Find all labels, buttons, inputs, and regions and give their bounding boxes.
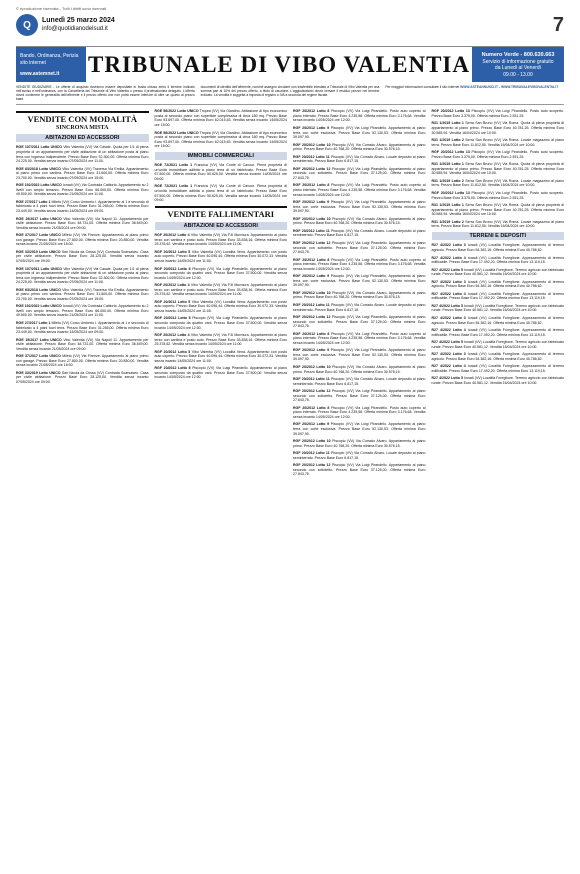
intro-col-3-text: Per maggiori informazioni consultare il sito internet — [385, 85, 460, 89]
notice-item — [293, 463, 426, 477]
notice-heading: RGF 20/2012 Lotto 13 — [431, 150, 472, 155]
notice-body: Ionadi (VV) Via Contrada Cattiorto. Appartamento su 2 livelli con ampio terrazzo. Prezzo Base Euro 66.000,00. Offerta minima Euro 49.500,00. Vendita senza incanto 21/05/2024 ore 11:00. — [16, 183, 149, 197]
notice-heading: RGE 107/2011 Lotto UNICO — [16, 266, 64, 271]
notice-item — [432, 220, 565, 229]
notice-body: Piscopio (VV) Via Corrado Alvaro. Locale deposito al piano seminterrato. Prezzo Base Euro 6.817,15. — [293, 302, 426, 312]
notice-heading: RGF 20/2012 Lotto 12 — [293, 240, 332, 245]
notice-body: Piscopio (VV) Via Luigi Pirandello. Posto auto scoperto. Prezzo Base Euro 3.375,00. Offerta minima Euro 2.531,25. — [431, 109, 564, 118]
notice-heading: RGF 20/2012 Lotto 9 — [293, 348, 331, 353]
notice-heading: RGF 20/2012 Lotto 12 — [293, 389, 332, 394]
notice-body: Piscopio (VV) Via Luigi Pirandello. Appartamento al piano secondo composto da quattro vani. Prezzo Base Euro 37.500,00. Vendita senza incanto 14/05/2024 ore 12:00. — [154, 266, 287, 280]
notice-heading: RGF 20/2012 Lotto 11 — [293, 154, 331, 159]
notice-body: Piscopio (VV) Via Luigi Pirandello. Appartamento al piano terra con corte esclusiva. Prezzo Base Euro 52.130,53. Offerta minima Euro 39.097,90. — [293, 348, 426, 362]
toll-free-number: Numero Verde - 800.630.663 — [481, 52, 555, 58]
notice-heading: RGF 20/2012 Lotto 8 — [293, 257, 332, 262]
notice-heading: R27 4/2022 Lotto 3 — [431, 352, 468, 357]
notice-item — [432, 179, 565, 188]
notice-body: Mileto (VV) Corso Umberto I. Appartamento al 1 e secondo di fabbricato a 4 piani fuori terra. Prezzo Base Euro 31.265,00. Offerta minima Euro 23.449,00. Vendita senza incanto 14/05/2024 ore 09:00. — [16, 199, 149, 214]
masthead — [16, 14, 564, 44]
notice-heading: R27 4/2022 Lotto 3 — [431, 243, 468, 248]
notice-body: Piscopio (VV) Via Luigi Pirandello. Posto auto scoperto. Prezzo Base Euro 3.375,00. Offerta minima Euro 2.531,25. — [431, 150, 564, 159]
notice-heading: R27 4/2022 Lotto 4 — [431, 291, 468, 296]
notice-heading: RGF 20/2012 Lotto 12 — [293, 315, 332, 320]
notice-item — [432, 191, 565, 200]
notice-item — [432, 304, 565, 313]
notice-body: Piscopio (VV) Via Luigi Pirandello. Appartamento al piano terra con corte esclusiva. Prezzo Base Euro 52.130,53. Offerta minima Euro 39.097,90. — [293, 274, 426, 288]
notice-heading: RGE 27/2017 Lotto 1 — [16, 199, 52, 204]
notice-list — [155, 163, 288, 202]
notice-body: Piscopio (VV) Via Luigi Pirandello. Posto auto coperto al piano interrato. Prezzo Base Euro 4.235,58. Offerta minima Euro 3.176,68. Vendita senza incanto 14/05/2024 ore 12:00. — [293, 257, 426, 271]
notice-heading: R31 1/2019 Lotto 2 — [431, 138, 466, 143]
notice-item — [155, 300, 288, 314]
notice-body: Vibo Valentia (VV) Via F.lli Murmura. Appartamento al piano terzo con cantina e posto auto. Prezzo Base Euro 33.838,16. Offerta minima Euro 25.378,62. Vendita senza incanto 14/05/2024 ore 11:00. — [154, 333, 287, 347]
notice-item — [432, 280, 565, 289]
notice-body: Serra San Bruno (VV) Via Roma. Quota di piena proprietà di appartamento al piano primo. Prezzo Base Euro 40.781,25. Offerta minima Euro 30.585,94. Vendita 16/04/2024 ore 10:00. — [431, 203, 564, 217]
notice-item — [432, 162, 565, 176]
notice-item — [432, 138, 565, 147]
notice-item — [16, 183, 149, 197]
notice-heading: RGE 37/2017 Lotto UNICO — [16, 233, 63, 238]
page-number: 7 — [552, 14, 564, 36]
notice-heading: RGF 20/2012 Lotto 6 — [154, 316, 193, 321]
notice-item — [293, 109, 426, 123]
fallimentari-band: ABITAZIONI ED ACCESSORI — [155, 222, 288, 231]
notice-heading: R27 4/2022 Lotto 3 — [431, 279, 468, 284]
notice-heading: RGF 20/2012 Lotto 8 — [293, 405, 332, 410]
notice-heading: RGE 37/2017 Lotto UNICO — [16, 354, 63, 359]
notice-item — [16, 354, 149, 368]
notice-body: Piscopio (VV) Via Luigi Pirandello. Appartamento al piano secondo con sottotetto. Prezzo Base Euro 37.125,00. Offerta minima Euro 27.843,75. — [293, 463, 426, 477]
column-3 — [293, 109, 426, 480]
notice-item — [16, 200, 149, 214]
notice-body: Vibo Valentia (VV) Via Casale. Quota per 1/1 di piena proprietà di un appartamento per civile abitazione di un abitazione posta al piano terra con ingresso indipendente. Prezzo Base Euro 32.300,00. Offerta minima Euro 24.225,00. Vendita senza incanto 07/05/2024 ore 11:00. — [16, 266, 149, 285]
notice-body: Piscopio (VV) Via Luigi Pirandello. Posto auto scoperto. Prezzo Base Euro 3.375,00. Offerta minima Euro 2.531,25. — [431, 191, 564, 200]
notice-body: Serra San Bruno (VV) Via Roma. Quota di piena proprietà di appartamento al piano primo. Prezzo Base Euro 40.781,25. Offerta minima Euro 30.585,94. Vendita 16/04/2024 ore 10:00. — [431, 121, 564, 135]
notice-item — [155, 109, 288, 127]
notice-body: Piscopio (VV) Via Luigi Pirandello. Appartamento al piano secondo composto da quattro vani. Prezzo Base Euro 37.500,00. Vendita senza incanto 14/05/2024 ore 12:00. — [154, 366, 287, 380]
notice-body: Serra San Bruno (VV) Via Roma. Quota di piena proprietà di appartamento al piano primo. Prezzo Base Euro 40.781,25. Offerta minima Euro 30.585,94. Vendita 16/04/2024 ore 10:00. — [431, 162, 564, 176]
notice-item — [293, 291, 426, 300]
notice-body: Piscopio (VV) Via Corrado Alvaro. Appartamento al piano primo. Prezzo Base Euro 40.768,20. Offerta minima Euro 30.576,15. — [293, 290, 426, 300]
notice-item — [293, 377, 426, 386]
contact-email: info@quotidianodelsud.it — [42, 26, 108, 32]
intro-col-2: documenti di identità dell'offerente, nonché assegno circolare non trasferibile intestato a Tribunale di Vibo Valentia per una somma pari al 10% del prezzo offerto, a titolo di cauzione. L'aggiudicatario dovrà versare il residuo prezzo nel termine indicato. La vendita è soggetta a imposta di registro o IVA a seconda del regime fiscale. — [200, 85, 380, 98]
notice-body: Piscopio (VV) Via Corrado Alvaro. Locale deposito al piano seminterrato. Prezzo Base Euro 6.817,15. — [293, 154, 426, 164]
notice-body: Piscopio (VV) Via Luigi Pirandello. Posto auto coperto al piano interrato. Prezzo Base Euro 4.235,58. Offerta minima Euro 3.176,68. Vendita senza incanto 14/05/2024 ore 12:00. — [293, 109, 426, 123]
notice-body: Piscopio (VV) Via Luigi Pirandello. Appartamento al piano secondo composto da quattro vani. Prezzo Base Euro 37.500,00. Vendita senza incanto 14/05/2024 ore 12:00. — [154, 316, 287, 330]
copyright-line: © riproduzione riservata - Tutti i diritti sono riservati — [16, 6, 107, 11]
notice-body: Ionadi (VV) Località Foreglione. Appezzamento di terreno edificabile. Prezzo Base Euro 17.492,20. Offerta minima Euro 13.119,15. — [431, 364, 564, 373]
notice-body: Serra San Bruno (VV) Via Roma. Locale magazzino al piano terra. Prezzo Base Euro 11.812,50. Vendita 16/04/2024 ore 10:00. — [431, 138, 564, 147]
notice-body: Serra San Bruno (VV) Via Roma. Locale magazzino al piano terra. Prezzo Base Euro 11.812,50. Vendita 16/04/2024 ore 10:00. — [431, 219, 564, 229]
notice-item — [293, 348, 426, 362]
notice-item — [293, 258, 426, 272]
notice-body: Piscopio (VV) Via Luigi Pirandello. Posto auto coperto al piano interrato. Prezzo Base Euro 4.235,58. Offerta minima Euro 3.176,68. Vendita senza incanto 14/05/2024 ore 12:00. — [293, 183, 426, 197]
logo-mark-icon: Q — [16, 14, 38, 36]
notice-heading: RGE 192/2022 Lotto UNICO — [16, 304, 63, 309]
notice-item — [16, 338, 149, 352]
notice-item — [432, 243, 565, 252]
notice-body: Mileto (VV) Via Firenze. Appartamento al piano primo con garage. Prezzo Base Euro 27.800,00. Offerta minima Euro 20.850,00. Vendita senza incanto 21/05/2024 ore 16:00. — [16, 233, 149, 247]
notice-heading: RGE 19/2017 Lotto UNICO — [16, 216, 64, 221]
intro-text — [16, 85, 564, 105]
notice-item — [432, 268, 565, 277]
notice-body: Vibo Valentia (VV) Via F.lli Murmura. Appartamento al piano terzo con cantina e posto auto. Prezzo Base Euro 33.838,16. Offerta minima Euro 25.378,62. Vendita senza incanto 14/05/2024 ore 11:00. — [154, 233, 287, 247]
notice-item — [293, 217, 426, 226]
notice-item — [293, 439, 426, 448]
notice-body: Piscopio (VV) Via Luigi Pirandello. Appartamento al piano secondo con sottotetto. Prezzo Base Euro 37.125,00. Offerta minima Euro 27.843,75. — [293, 315, 426, 329]
notice-heading: RGF 20/2012 Lotto 8 — [293, 331, 332, 336]
notice-list — [432, 109, 565, 228]
notice-item — [155, 163, 288, 181]
notice-body: Ionadi (VV) Località Foreglione. Appezzamento di terreno edificabile. Prezzo Base Euro 17.492,20. Offerta minima Euro 13.119,15. — [431, 255, 564, 265]
notice-heading: RGE 107/2011 Lotto UNICO — [16, 145, 64, 150]
notice-item — [293, 274, 426, 288]
notice-item — [432, 121, 565, 135]
notice-body: Ionadi (VV) Località Foreglione. Appezzamento di terreno agricolo. Prezzo Base Euro 54.382,16. Offerta minima Euro 40.786,62. — [431, 315, 564, 325]
notice-heading: RGF 20/2012 Lotto 9 — [293, 274, 331, 279]
notice-heading: R31 1/2019 Lotto 1 — [431, 203, 466, 208]
notice-item — [155, 366, 288, 380]
notice-body: Ionadi (VV) Località Foreglione. Terreno agricolo con fabbricato rurale. Prezzo Base Euro 40.581,12. Vendita 16/04/2024 ore 10:00. — [431, 267, 564, 277]
notice-item — [293, 200, 426, 214]
section-banner — [16, 46, 564, 82]
notice-item — [293, 241, 426, 255]
notice-item — [155, 350, 288, 364]
newspaper-logo — [16, 14, 115, 36]
issue-date: Lunedì 25 marzo 2024 — [42, 17, 115, 24]
banner-left-box — [16, 47, 86, 82]
notice-item — [432, 292, 565, 301]
notice-item — [432, 150, 565, 159]
notice-item — [432, 376, 565, 385]
notice-heading: RGE 192/2022 Lotto UNICO — [16, 183, 63, 188]
notice-heading: RGF 20/2012 Lotto 9 — [293, 422, 331, 427]
notice-body: Piscopio (VV) Via Corrado Alvaro. Locale deposito al piano seminterrato. Prezzo Base Euro 6.817,15. — [293, 377, 426, 386]
notice-heading: R27 4/2022 Lotto 5 — [431, 267, 465, 272]
notice-heading: RGF 20/2012 Lotto 13 — [431, 191, 472, 196]
notice-body: Piscopio (VV) Via Luigi Pirandello. Appartamento al piano terra con corte esclusiva. Prezzo Base Euro 52.130,53. Offerta minima Euro 39.097,90. — [293, 200, 426, 214]
terreni-band: TERRENI E DEPOSITI — [432, 232, 565, 241]
notice-body: Ionadi (VV) Località Foreglione. Terreno agricolo con fabbricato rurale. Prezzo Base Euro 40.581,12. Vendita 16/04/2024 ore 10:00. — [431, 376, 564, 385]
toll-free-line: 09.00 - 13.00 — [503, 71, 533, 78]
vendite-subtitle: SINCRONA MISTA — [56, 125, 109, 132]
notice-item — [16, 250, 149, 264]
notice-heading: RGF 20/2012 Lotto 10 — [293, 439, 333, 444]
abitazioni-band: ABITAZIONI ED ACCESSORI — [16, 134, 149, 143]
fallimentari-title: VENDITE FALLIMENTARI — [155, 206, 288, 219]
banner-left-line: sito internet — [20, 60, 46, 66]
notice-item — [155, 283, 288, 297]
notice-item — [293, 229, 426, 238]
notice-body: Ionadi (VV) Località Foreglione. Terreno agricolo con fabbricato rurale. Prezzo Base Euro 40.581,12. Vendita 16/04/2024 ore 10:00. — [431, 340, 564, 349]
notice-columns — [16, 109, 564, 480]
notice-body: San Nicola da Crissa (VV) Contrada Scarsalaro. Casa per civile abitazione. Prezzo Base Euro 28.125,00. Vendita senza incanto 07/05/2024 ore 09:00. — [16, 249, 149, 263]
notice-heading: RGF 20/2012 Lotto 5 — [154, 299, 192, 304]
notice-item — [432, 364, 565, 373]
notice-heading: R27 4/2022 Lotto 5 — [431, 340, 465, 345]
notice-item — [432, 340, 565, 349]
notice-body: Vibo Valentia (VV) Località Vena. Appartamento con posto auto coperto. Prezzo Base Euro 40.096,44. Offerta minima Euro 30.072,33. Vendita senza incanto 14/05/2024 ore 11:00. — [154, 299, 287, 313]
notice-list — [155, 233, 288, 380]
notice-heading: RGF 20/2012 Lotto 11 — [293, 302, 331, 307]
notice-item — [293, 303, 426, 312]
notice-heading: RGE 33/2019 Lotto UNICO — [16, 370, 62, 375]
notice-body: Ionadi (VV) Località Foreglione. Appezzamento di terreno agricolo. Prezzo Base Euro 54.382,16. Offerta minima Euro 40.786,62. — [431, 352, 564, 361]
notice-body: Piscopio (VV) Via Luigi Pirandello. Appartamento al piano terra con corte esclusiva. Prezzo Base Euro 52.130,53. Offerta minima Euro 39.097,90. — [293, 126, 426, 140]
notice-body: Francica (VV) Via Conte di Cavour. Piena proprietà di un'unità immobiliare adibita a piano terra di un fabbricato. Prezzo Base Euro 67.500,00. Offerta minima Euro 50.625,00. Vendita senza incanto 14/05/2024 ore 09:00. — [154, 163, 287, 181]
notice-body: Ionadi (VV) Via Contrada Cattiorto. Appartamento su 2 livelli con ampio terrazzo. Prezzo Base Euro 66.000,00. Offerta minima Euro 49.500,00. Vendita senza incanto 21/05/2024 ore 11:00. — [16, 304, 149, 318]
notice-item — [293, 332, 426, 346]
intro-link[interactable]: WWW.ASTEANNUNCI.IT - WWW.TRIBUNALEVIBOVALENTIA.IT — [460, 85, 559, 89]
notice-item — [293, 451, 426, 460]
intro-col-3 — [385, 85, 564, 101]
notice-body: Ionadi (VV) Località Foreglione. Appezzamento di terreno agricolo. Prezzo Base Euro 54.382,16. Offerta minima Euro 40.786,62. — [431, 243, 564, 252]
banner-left-url[interactable]: www.astemnet.it — [20, 71, 60, 77]
notice-item — [155, 333, 288, 347]
notice-heading: RGF 20/2012 Lotto 13 — [431, 109, 472, 114]
vendite-title: VENDITE CON MODALITÀ — [16, 111, 149, 124]
notice-item — [293, 183, 426, 197]
notice-heading: RGF 20/2012 Lotto 4 — [154, 233, 191, 238]
notice-heading: RGF 20/2012 Lotto 8 — [293, 183, 332, 188]
notice-body: Tropea (VV) Via Giardino. Abitazione di tipo economico posta al secondo piano con superficie complessiva di circa 180 mq. Prezzo Base Euro 93.697,00. Offerta minima Euro 62.015,63. Vendita senza incanto 14/05/2024 ore 15:00. — [154, 130, 287, 149]
notice-body: Ionadi (VV) Località Foreglione. Appezzamento di terreno agricolo. Prezzo Base Euro 54.382,16. Offerta minima Euro 40.786,62. — [431, 279, 564, 289]
notice-item — [293, 155, 426, 164]
notice-heading: RGE 56/2022 Lotto UNICO — [154, 130, 200, 135]
notice-heading: R27 4/2022 Lotto 4 — [431, 328, 468, 333]
notice-heading: RGF 20/2012 Lotto 12 — [293, 166, 332, 171]
notice-heading: RGF 20/2012 Lotto 8 — [293, 109, 332, 114]
notice-heading: R31 1/2019 Lotto 1 — [431, 162, 466, 167]
notice-heading: R27 4/2022 Lotto 4 — [431, 364, 468, 369]
notice-body: Vibo Valentia (VV) Via Napoli 11. Appartamento per civile abitazione. Prezzo Base Euro 48.731,00. Offerta minima Euro 36.549,00. Vendita senza incanto 21/05/2024 ore 09:00. — [16, 216, 149, 230]
notice-body: Ionadi (VV) Località Foreglione. Appezzamento di terreno edificabile. Prezzo Base Euro 17.492,20. Offerta minima Euro 13.119,15. — [431, 291, 564, 301]
notice-body: Piscopio (VV) Via Luigi Pirandello. Posto auto coperto al piano interrato. Prezzo Base Euro 4.235,58. Offerta minima Euro 3.176,68. Vendita senza incanto 14/05/2024 ore 12:00. — [293, 405, 426, 419]
notice-list — [16, 145, 149, 384]
toll-free-line: da Lunedì al Venerdì — [494, 65, 542, 71]
notice-item — [432, 352, 565, 361]
notice-heading: RGF 20/2012 Lotto 4 — [154, 333, 191, 338]
notice-heading: RGE 72/2021 Lotto 1 — [154, 163, 195, 168]
notice-body: Piscopio (VV) Via Luigi Pirandello. Appartamento al piano secondo con sottotetto. Prezzo Base Euro 37.125,00. Offerta minima Euro 27.843,75. — [293, 240, 426, 255]
notice-heading: RGF 20/2012 Lotto 5 — [154, 249, 192, 254]
notice-body: Piscopio (VV) Via Luigi Pirandello. Appartamento al piano terra con corte esclusiva. Prezzo Base Euro 52.130,53. Offerta minima Euro 39.097,90. — [293, 422, 426, 436]
notice-heading: RGE 33/2019 Lotto UNICO — [16, 249, 62, 254]
notice-heading: RGF 20/2012 Lotto 10 — [293, 364, 333, 369]
notice-body: Piscopio (VV) Via Corrado Alvaro. Appartamento al piano primo. Prezzo Base Euro 40.768,20. Offerta minima Euro 30.576,15. — [293, 439, 426, 448]
notice-item — [16, 304, 149, 318]
notice-body: Vibo Valentia (VV) Traversa Via Emilia. Appartamento al piano primo con cantina. Prezzo Base Euro 31.600,00. Offerta minima Euro 23.700,00. Vendita senza incanto 07/05/2024 ore 15:00. — [16, 287, 149, 301]
notice-body: Vibo Valentia (VV) Località Vena. Appartamento con posto auto coperto. Prezzo Base Euro 40.096,44. Offerta minima Euro 30.072,33. Vendita senza incanto 14/05/2024 ore 11:00. — [154, 349, 287, 363]
notice-heading: RGF 20/2012 Lotto 5 — [154, 349, 192, 354]
toll-free-box — [472, 47, 564, 82]
notice-item — [432, 203, 565, 217]
notice-item — [293, 365, 426, 374]
notice-item — [16, 288, 149, 302]
column-2 — [155, 109, 288, 480]
notice-body: Tropea (VV) Via Giardino. Abitazione di tipo economico posta al secondo piano con superficie complessiva di circa 180 mq. Prezzo Base Euro 93.697,00. Offerta minima Euro 62.015,63. Vendita senza incanto 14/05/2024 ore 15:00. — [154, 109, 287, 128]
intro-col-1: VENDITE GIUDIZIARIE - Le offerte di acquisto dovranno essere depositate in busta chiusa entro il termine indicato nell'avviso e nell'ordinanza, con la Cancelleria del Tribunale di Vibo Valentia o presso il professionista delegato. L'offerta dovrà contenere le generalità dell'offerente e il prezzo offerto che non potrà essere inferiore di oltre un quarto al prezzo base. — [16, 85, 195, 102]
notice-item — [16, 145, 149, 163]
immobili-band: IMMOBILI COMMERCIALI — [155, 152, 288, 161]
notice-heading: RGF 20/2012 Lotto 12 — [293, 463, 332, 468]
notice-item — [16, 267, 149, 285]
notice-body: Ionadi (VV) Località Foreglione. Terreno agricolo con fabbricato rurale. Prezzo Base Euro 40.581,12. Vendita 16/04/2024 ore 10:00. — [431, 303, 564, 313]
notice-heading: R27 4/2022 Lotto 5 — [431, 303, 465, 308]
notice-item — [293, 143, 426, 152]
notice-item — [155, 250, 288, 264]
notice-item — [293, 406, 426, 420]
notice-heading: RGF 20/2012 Lotto 6 — [154, 266, 193, 271]
notice-body: Piscopio (VV) Via Corrado Alvaro. Locale deposito al piano seminterrato. Prezzo Base Euro 6.817,15. — [293, 451, 426, 460]
notice-body: San Nicola da Crissa (VV) Contrada Scarsalaro. Casa per civile abitazione. Prezzo Base Euro 28.125,00. Vendita senza incanto 07/05/2024 ore 09:00. — [16, 370, 149, 384]
notice-body: Vibo Valentia (VV) Località Vena. Appartamento con posto auto coperto. Prezzo Base Euro 40.096,44. Offerta minima Euro 30.072,33. Vendita senza incanto 14/05/2024 ore 11:00. — [154, 249, 287, 263]
notice-heading: RGE 63/2018 Lotto UNICO — [16, 287, 63, 292]
notice-body: Piscopio (VV) Via Corrado Alvaro. Locale deposito al piano seminterrato. Prezzo Base Euro 6.817,15. — [293, 228, 426, 238]
banner-left-line: Bando, Ordinanza, Perizia — [20, 53, 79, 59]
notice-heading: RGE 27/2017 Lotto 1 — [16, 320, 52, 325]
notice-heading: R27 4/2022 Lotto 5 — [431, 376, 465, 381]
masthead-info — [42, 17, 115, 33]
notice-item — [432, 328, 565, 337]
notice-heading: R31 1/2019 Lotto 1 — [431, 121, 466, 126]
notice-heading: RGF 20/2012 Lotto 10 — [293, 142, 333, 147]
notice-item — [293, 389, 426, 403]
notice-body: Piscopio (VV) Via Corrado Alvaro. Appartamento al piano primo. Prezzo Base Euro 40.768,20. Offerta minima Euro 30.576,15. — [293, 216, 426, 226]
notice-body: Ionadi (VV) Località Foreglione. Appezzamento di terreno edificabile. Prezzo Base Euro 17.492,20. Offerta minima Euro 13.119,15. — [431, 328, 564, 337]
notice-heading: R27 4/2022 Lotto 3 — [431, 315, 468, 320]
notice-body: Piscopio (VV) Via Luigi Pirandello. Appartamento al piano secondo con sottotetto. Prezzo Base Euro 37.125,00. Offerta minima Euro 27.843,75. — [293, 389, 426, 403]
notice-body: Francica (VV) Via Conte di Cavour. Piena proprietà di un'unità immobiliare adibita a piano terra di un fabbricato. Prezzo Base Euro 67.500,00. Offerta minima Euro 50.625,00. Vendita senza incanto 14/05/2024 ore 09:00. — [154, 184, 287, 203]
notice-item — [16, 167, 149, 181]
notice-item — [432, 316, 565, 325]
notice-heading: RGF 20/2012 Lotto 11 — [293, 228, 331, 233]
notice-heading: RGE 63/2018 Lotto UNICO — [16, 166, 63, 171]
notice-list — [432, 243, 565, 385]
section-title: TRIBUNALE DI VIBO VALENTIA — [88, 51, 470, 77]
notice-body: Vibo Valentia (VV) Via F.lli Murmura. Appartamento al piano terzo con cantina e posto auto. Prezzo Base Euro 33.838,16. Offerta minima Euro 25.378,62. Vendita senza incanto 14/05/2024 ore 11:00. — [154, 283, 287, 297]
notice-heading: RGF 20/2012 Lotto 9 — [293, 200, 331, 205]
notice-item — [293, 422, 426, 436]
notice-item — [432, 109, 565, 118]
notice-item — [155, 316, 288, 330]
notice-body: Vibo Valentia (VV) Traversa Via Emilia. Appartamento al piano primo con cantina. Prezzo Base Euro 31.600,00. Offerta minima Euro 23.700,00. Vendita senza incanto 07/05/2024 ore 15:00. — [16, 166, 149, 180]
notice-item — [16, 371, 149, 385]
notice-heading: RGF 20/2012 Lotto 11 — [293, 377, 331, 382]
notice-heading: RGE 19/2017 Lotto UNICO — [16, 337, 64, 342]
notice-body: Mileto (VV) Corso Umberto I. Appartamento al 1 e secondo di fabbricato a 4 piani fuori terra. Prezzo Base Euro 31.265,00. Offerta minima Euro 23.449,00. Vendita senza incanto 14/05/2024 ore 09:00. — [16, 320, 149, 335]
notice-list — [155, 109, 288, 148]
notice-item — [293, 167, 426, 181]
notice-item — [16, 233, 149, 247]
notice-heading: R27 4/2022 Lotto 4 — [431, 255, 468, 260]
notice-item — [293, 126, 426, 140]
notice-heading: RGF 20/2012 Lotto 4 — [154, 283, 191, 288]
notice-body: Vibo Valentia (VV) Via Casale. Quota per 1/1 di piena proprietà di un appartamento per civile abitazione di un abitazione posta al piano terra con ingresso indipendente. Prezzo Base Euro 32.300,00. Offerta minima Euro 24.225,00. Vendita senza incanto 07/05/2024 ore 11:00. — [16, 145, 149, 164]
notice-heading: RGF 20/2012 Lotto 6 — [154, 366, 193, 371]
notice-heading: RGE 72/2021 Lotto 1 — [154, 184, 195, 189]
notice-heading: RGE 56/2022 Lotto UNICO — [154, 109, 200, 114]
column-1 — [16, 109, 149, 480]
notice-item — [155, 131, 288, 149]
notice-heading: R31 1/2019 Lotto 2 — [431, 178, 466, 183]
notice-heading: RGF 20/2012 Lotto 10 — [293, 216, 333, 221]
notice-item — [155, 184, 288, 202]
notice-body: Piscopio (VV) Via Luigi Pirandello. Posto auto coperto al piano interrato. Prezzo Base Euro 4.235,58. Offerta minima Euro 3.176,68. Vendita senza incanto 14/05/2024 ore 12:00. — [293, 331, 426, 345]
column-4 — [432, 109, 565, 480]
notice-body: Serra San Bruno (VV) Via Roma. Locale magazzino al piano terra. Prezzo Base Euro 11.812,50. Vendita 16/04/2024 ore 10:00. — [431, 178, 564, 188]
notice-heading: RGF 20/2012 Lotto 9 — [293, 126, 331, 131]
notice-item — [16, 321, 149, 335]
notice-heading: RGF 20/2012 Lotto 11 — [293, 451, 331, 456]
notice-item — [155, 267, 288, 281]
notice-body: Piscopio (VV) Via Corrado Alvaro. Appartamento al piano primo. Prezzo Base Euro 40.768,20. Offerta minima Euro 30.576,15. — [293, 142, 426, 152]
notice-item — [432, 256, 565, 265]
notice-item — [293, 315, 426, 329]
notice-item — [16, 217, 149, 231]
notice-list — [293, 109, 426, 477]
notice-heading: RGF 20/2012 Lotto 10 — [293, 290, 333, 295]
notice-body: Vibo Valentia (VV) Via Napoli 11. Appartamento per civile abitazione. Prezzo Base Euro 48.731,00. Offerta minima Euro 36.549,00. Vendita senza incanto 21/05/2024 ore 09:00. — [16, 337, 149, 351]
notice-item — [155, 233, 288, 247]
toll-free-line: Servizio di informazione gratuito — [482, 58, 554, 65]
notice-body: Piscopio (VV) Via Luigi Pirandello. Appartamento al piano secondo con sottotetto. Prezzo Base Euro 37.125,00. Offerta minima Euro 27.843,75. — [293, 166, 426, 180]
notice-heading: R31 1/2019 Lotto 2 — [431, 219, 466, 224]
notice-body: Piscopio (VV) Via Corrado Alvaro. Appartamento al piano primo. Prezzo Base Euro 40.768,20. Offerta minima Euro 30.576,15. — [293, 364, 426, 374]
notice-body: Mileto (VV) Via Firenze. Appartamento al piano primo con garage. Prezzo Base Euro 27.800,00. Offerta minima Euro 20.850,00. Vendita senza incanto 21/05/2024 ore 16:00. — [16, 354, 149, 368]
